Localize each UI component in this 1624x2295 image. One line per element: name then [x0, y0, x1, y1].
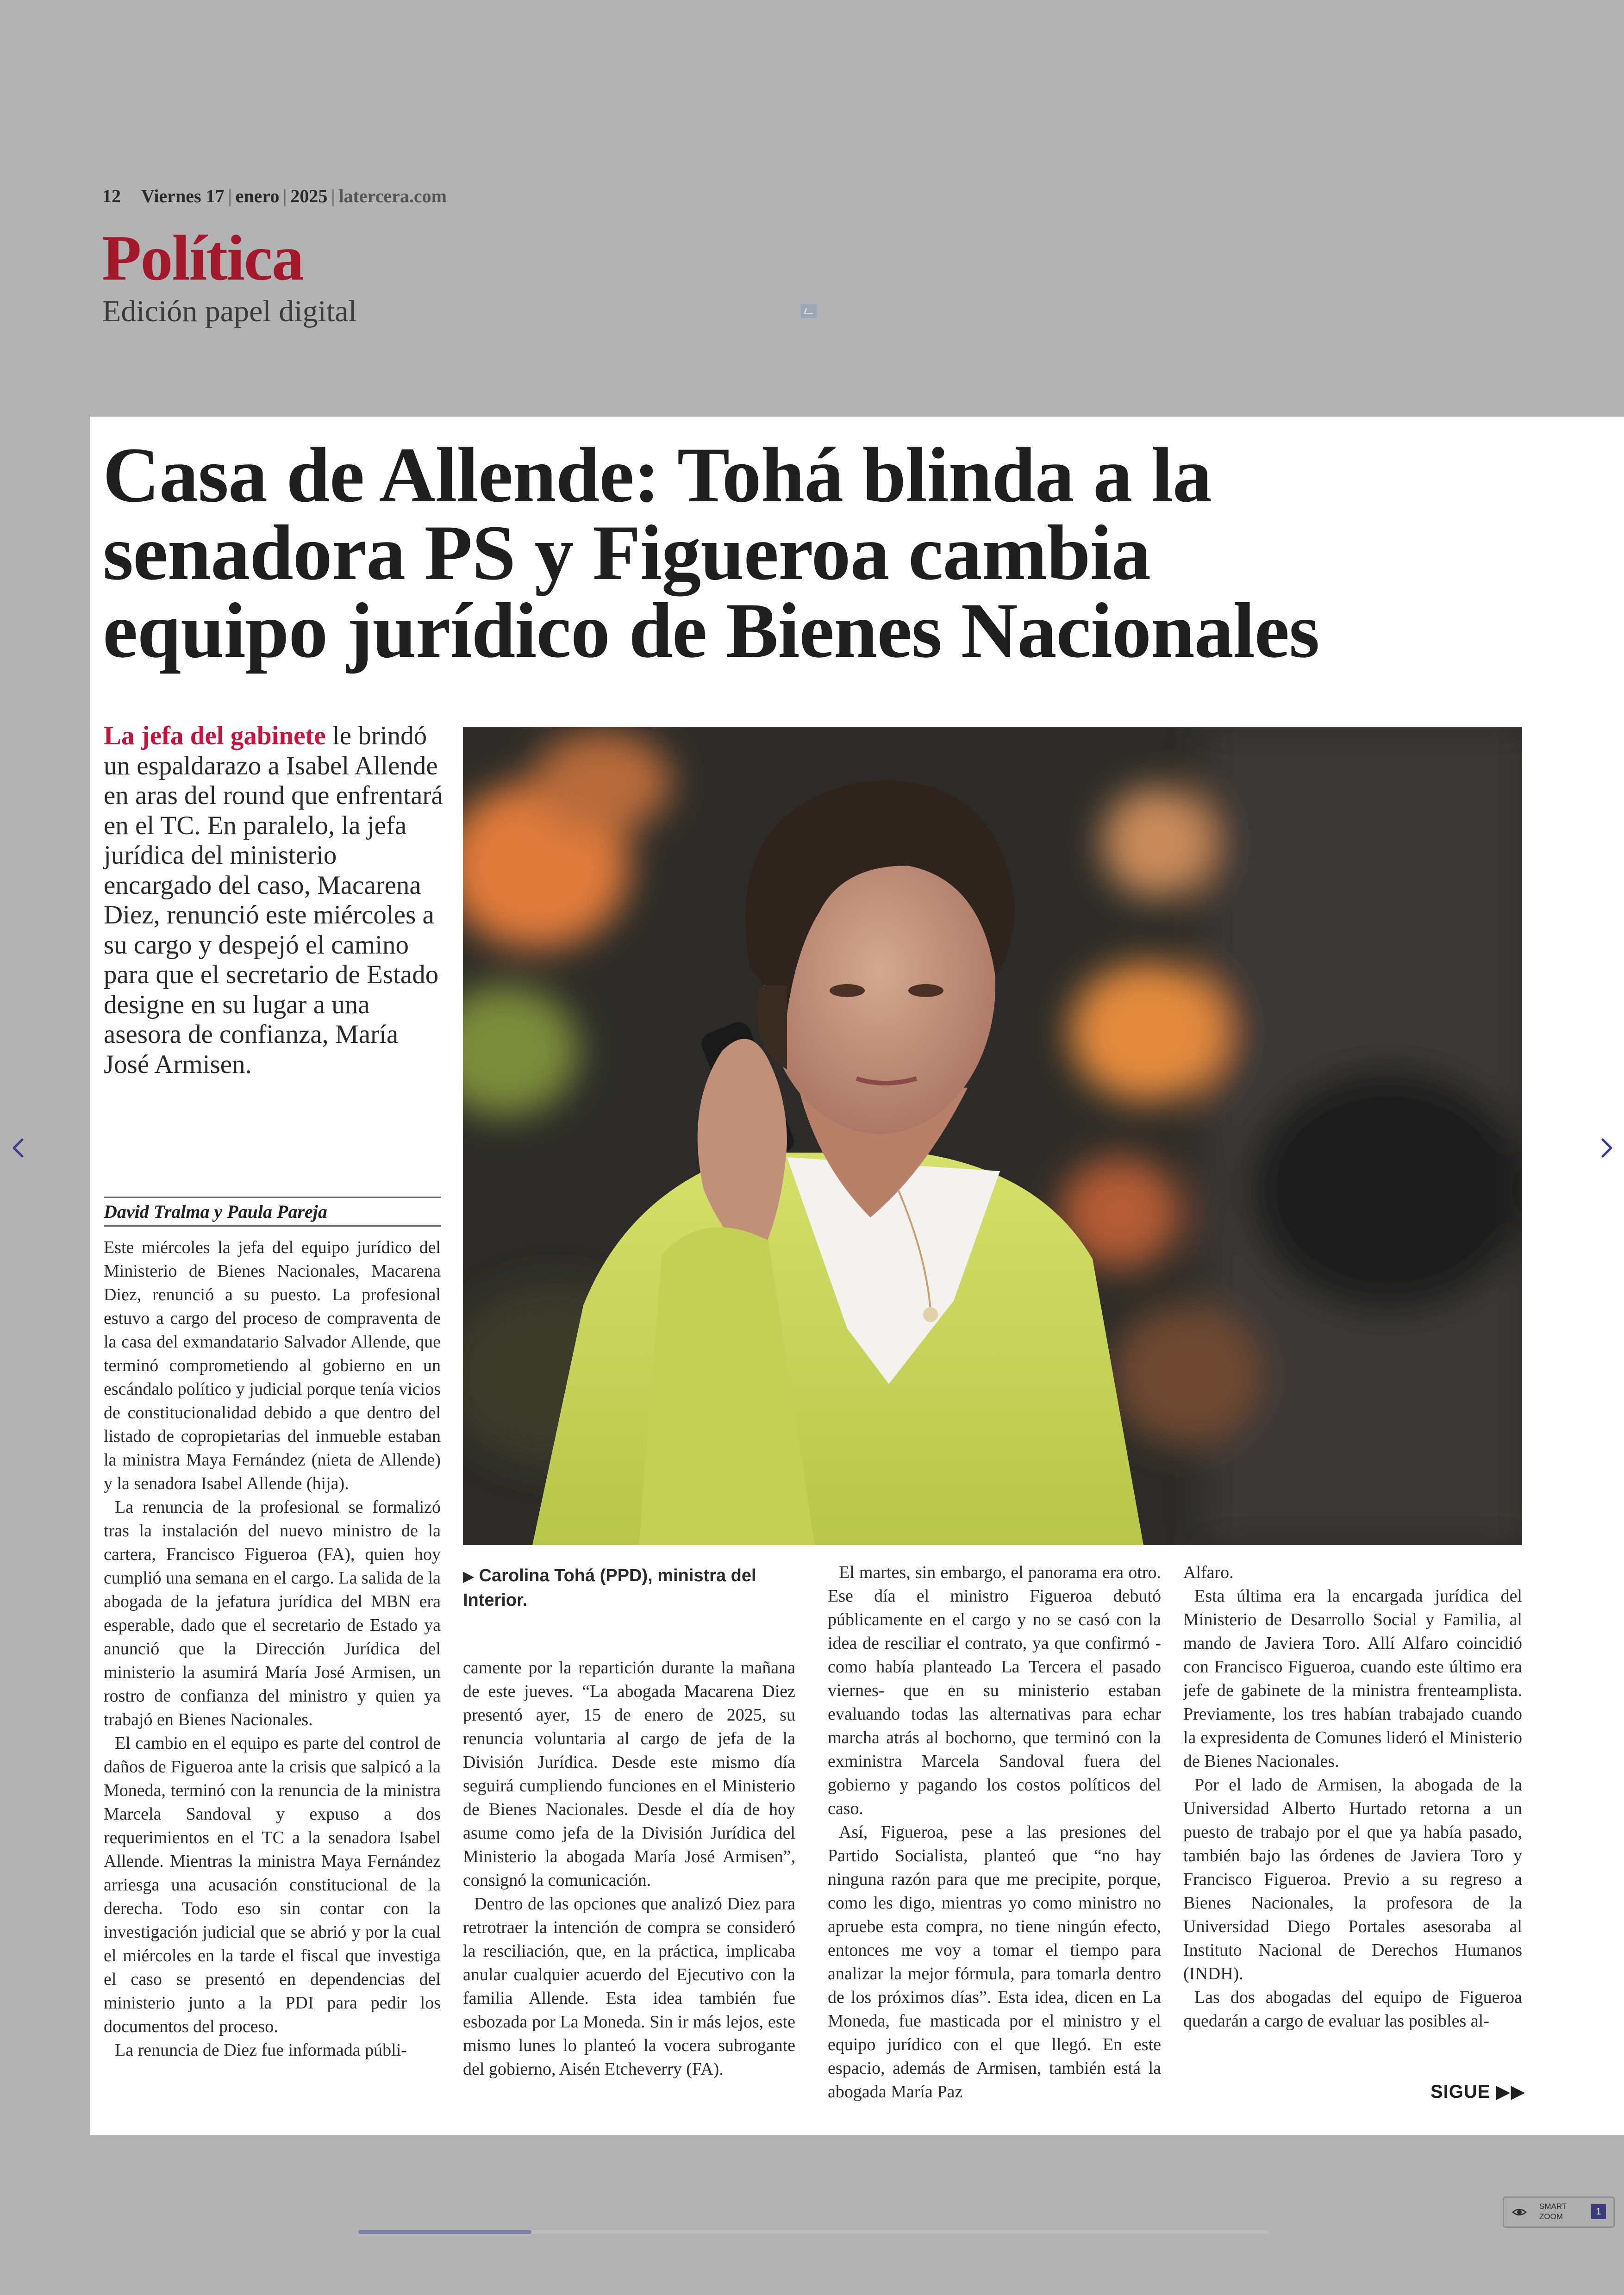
page-number: 12	[102, 186, 121, 206]
eye-icon	[1512, 2204, 1527, 2220]
paragraph: La renuncia de Diez fue informada públi-	[115, 2040, 407, 2060]
page-progress-bar[interactable]	[358, 2230, 1268, 2234]
next-page-button[interactable]	[1593, 1129, 1620, 1166]
photo-illustration	[463, 727, 1522, 1545]
page-progress-fill	[358, 2230, 531, 2234]
continue-label: SIGUE ▶▶	[1430, 2082, 1526, 2102]
headline-line-2: senadora PS y Figueroa cambia	[103, 509, 1150, 596]
date-day: Viernes 17	[141, 186, 225, 206]
paragraph: camente por la repartición durante la mañana de este jueves. “La abogada Macarena Diez presentó ayer, 15 de enero de 2025, su renuncia voluntaria al cargo de jefa de la División Jurídica. Desde este mismo día seguirá cumpliendo funciones en el Ministerio de Bienes Nacionales. Desde el día de hoy asume como jefa de la División Jurídica del Ministerio la abogada María José Armisen”, consignó la comunicación.	[463, 1658, 795, 1890]
previous-page-button[interactable]	[5, 1129, 32, 1166]
headline-line-3: equipo jurídico de Bienes Nacionales	[103, 587, 1319, 674]
article-column-1	[104, 1236, 441, 2062]
date-year: 2025	[290, 186, 328, 206]
article-column-4	[1183, 1561, 1522, 2033]
paragraph: Dentro de las opciones que analizó Diez para retrotraer la intención de compra se consideró la resciliación, que, en la práctica, implicaba anular cualquier acuerdo del Ejecutivo con la familia Allende. Esta idea también fue esbozada por La Moneda. Sin ir más lejos, este mismo lunes lo planteó la vocera subrogante del gobierno, Aisén Etcheverry (FA).	[463, 1894, 795, 2079]
caption-text: Carolina Tohá (PPD), ministra del Interior.	[463, 1566, 756, 1610]
smart-zoom-button[interactable]	[1503, 2196, 1615, 2228]
article-column-3	[828, 1561, 1161, 2104]
zoom-label-line-1: SMART	[1539, 2202, 1567, 2211]
page-header-line: 12 Viernes 17 | enero | 2025 | latercera.com	[102, 186, 447, 206]
paragraph: Así, Figueroa, pese a las presiones del Partido Socialista, planteó que “no hay ninguna razón para que me precipite, porque, como les digo, mientras yo como ministro no apruebe esta compra, no tiene ningún efecto, entonces me voy a tomar el tiempo para analizar la mejor fórmula, para tomarla dentro de los próximos días”. Esta idea, dicen en La Moneda, fue masticada por el ministro y el equipo jurídico con el que llegó. En este espacio, además de Armisen, también está la abogada María Paz	[828, 1822, 1161, 2102]
lead-highlight: La jefa del gabinete	[104, 721, 326, 750]
paragraph: El martes, sin embargo, el panorama era otro. Ese día el ministro Figueroa debutó públicamente en el cargo y no se casó con la idea de resciliar el contrato, ya que confirmó -como había planteado La Tercera el pasado viernes- que en su ministerio estaban evaluando todas las alternativas para echar marcha atrás al bochorno, que terminó con la exministra Marcela Sandoval fuera del gobierno y pagando los costos políticos del caso.	[828, 1563, 1161, 1818]
paragraph: Alfaro.	[1183, 1563, 1234, 1582]
byline: David Tralma y Paula Pareja	[104, 1197, 441, 1227]
chevron-left-icon	[5, 1129, 32, 1166]
caption-triangle-icon: ▶	[463, 1568, 475, 1584]
image-placeholder-icon	[800, 303, 818, 319]
lead-text: le brindó un espaldarazo a Isabel Allende en aras del round que enfrentará en el TC. En paralelo, la jefa jurídica del ministerio encargado del caso, Macarena Diez, renunció este miércoles a su cargo y despejó el camino para que el secretario de Estado designe en su lugar a una asesora de confianza, María José Armisen.	[104, 721, 443, 1079]
headline-line-1: Casa de Allende: Tohá blinda a la	[103, 431, 1212, 518]
zoom-label-line-2: ZOOM	[1539, 2212, 1563, 2221]
zoom-level-badge: 1	[1591, 2204, 1606, 2219]
article-photo[interactable]	[463, 727, 1522, 1545]
article-headline	[103, 431, 1492, 674]
paragraph: La renuncia de la profesional se formalizó tras la instalación del nuevo ministro de la cartera, Francisco Figueroa (FA), quien hoy cumplió una semana en el cargo. La salida de la abogada de la jefatura jurídica del MBN era esperable, dado que el secretario de Estado ya anunció que la Dirección Jurídica del ministerio la asumirá María José Armisen, un rostro de confianza del ministro y quien ya trabajó en Bienes Nacionales.	[104, 1497, 441, 1729]
date-month: enero	[235, 186, 280, 206]
smart-zoom-label	[1539, 2201, 1567, 2222]
paragraph: Esta última era la encargada jurídica del Ministerio de Desarrollo Social y Familia, al mando de Javiera Toro. Allí Alfaro coincidió con Francisco Figueroa, cuando este último era jefe de gabinete de la ministra frenteamplista. Previamente, los tres habían trabajado cuando la expresidenta de Comunes lideró el Ministerio de Bienes Nacionales.	[1183, 1586, 1522, 1771]
paragraph: Las dos abogadas del equipo de Figueroa quedarán a cargo de evaluar las posibles al-	[1183, 1988, 1522, 2031]
photo-caption	[463, 1564, 768, 1612]
paragraph: Por el lado de Armisen, la abogada de la Universidad Alberto Hurtado retorna a un puesto de trabajo por el que ya había pasado, también bajo las órdenes de Javiera Toro y Francisco Figueroa. Previo a su regreso a Bienes Nacionales, la profesora de la Universidad Diego Portales asesoraba al Instituto Nacional de Derechos Humanos (INDH).	[1183, 1775, 1522, 1983]
paragraph: Este miércoles la jefa del equipo jurídico del Ministerio de Bienes Nacionales, Macarena Diez, renunció a su puesto. La profesional estuvo a cargo del proceso de compraventa de la casa del exmandatario Salvador Allende, que terminó comprometiendo al gobierno en un escándalo político y judicial porque tenía vicios de constitucionalidad debido a que dentro del listado de copropietarias del inmueble estaban la ministra Maya Fernández (nieta de Allende) y la senadora Isabel Allende (hija).	[104, 1238, 441, 1493]
site-link[interactable]: latercera.com	[338, 186, 447, 206]
chevron-right-icon	[1593, 1129, 1620, 1166]
section-title: Política	[102, 222, 303, 294]
edition-label: Edición papel digital	[102, 294, 357, 328]
paragraph: El cambio en el equipo es parte del control de daños de Figueroa ante la crisis que salpicó a la Moneda, terminó con la renuncia de la ministra Marcela Sandoval y expuso a dos requerimientos en el TC a la senadora Isabel Allende. Mientras la ministra Maya Fernández arriesga una acusación constitucional de la derecha. Todo eso sin contar con la investigación judicial que se abrió y por la cual el miércoles en la tarde el fiscal que investiga el caso se presentó en dependencias del ministerio junto a la PDI para pedir los documentos del proceso.	[104, 1734, 441, 2036]
article-lead	[104, 721, 446, 1079]
article-column-2	[463, 1656, 795, 2081]
